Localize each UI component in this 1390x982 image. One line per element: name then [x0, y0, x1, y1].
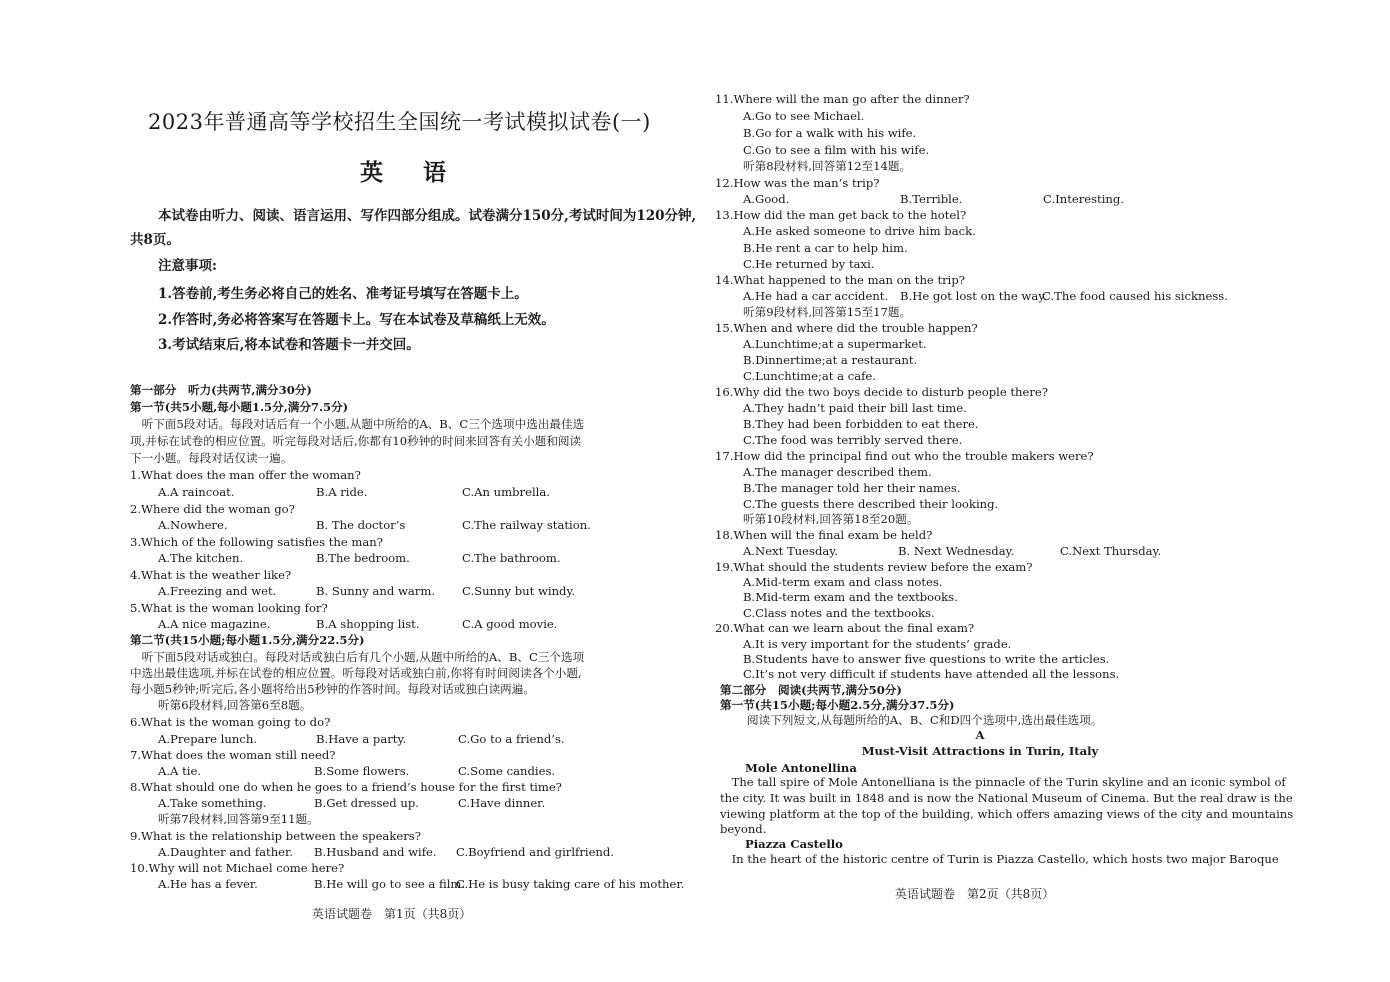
option-b: B.Husband and wife. — [314, 845, 437, 859]
material-note: 听第10段材料,回答第18至20题。 — [743, 512, 919, 526]
option-c: C.The food was terribly served there. — [743, 433, 963, 447]
notice-title: 注意事项: — [158, 258, 217, 274]
question-text: 20.What can we learn about the final exam? — [715, 621, 975, 635]
section1-title: 第一节(共5小题,每小题1.5分,满分7.5分) — [130, 400, 349, 414]
passage-line: beyond. — [720, 822, 767, 836]
question-text: 12.How was the man’s trip? — [715, 176, 880, 190]
option-b: B.Students have to answer five questions to write the articles. — [743, 652, 1110, 666]
notice-item: 1.答卷前,考生务必将自己的姓名、准考证号填写在答题卡上。 — [158, 286, 528, 302]
section2-title: 第二节(共15小题;每小题1.5分,满分22.5分) — [130, 633, 365, 647]
question-text: 18.When will the final exam be held? — [715, 528, 933, 542]
option-b: B.Some flowers. — [314, 764, 410, 778]
option-b: B.Have a party. — [316, 732, 407, 746]
option-a: A.Next Tuesday. — [743, 544, 838, 558]
section2-instruction: 中选出最佳选项,并标在试卷的相应位置。听每段对话或独白前,你将有时间阅读各个小题, — [130, 666, 582, 680]
intro-line-2: 共8页。 — [130, 232, 180, 248]
option-c: C.Go to a friend’s. — [458, 732, 565, 746]
option-b: B. The doctor’s — [316, 518, 406, 532]
section1-instruction: 项,并标在试卷的相应位置。听完每段对话后,你都有10秒钟的时间来回答有关小题和阅读 — [130, 434, 582, 448]
option-b: B.They had been forbidden to eat there. — [743, 417, 979, 431]
question-text: 1.What does the man offer the woman? — [130, 468, 361, 482]
subject-title: 英语 — [360, 159, 486, 186]
option-a: A.A raincoat. — [158, 485, 235, 499]
option-a: A.The manager described them. — [743, 465, 932, 479]
option-a: A.Good. — [743, 192, 790, 206]
option-c: C.Sunny but windy. — [462, 584, 576, 598]
option-b: B. Next Wednesday. — [898, 544, 1015, 558]
question-text: 4.What is the weather like? — [130, 568, 292, 582]
option-c: C.He returned by taxi. — [743, 257, 875, 271]
option-a: A.Prepare lunch. — [158, 732, 257, 746]
passage-title: Must-Visit Attractions in Turin, Italy — [861, 744, 1099, 758]
option-a: A.Lunchtime;at a supermarket. — [743, 337, 927, 351]
passage-line: The tall spire of Mole Antonelliana is the pinnacle of the Turin skyline and an iconic symbol of — [720, 775, 1286, 789]
option-a: A.He asked someone to drive him back. — [743, 224, 976, 238]
passage-line: In the heart of the historic centre of Turin is Piazza Castello, which hosts two major Baroque — [720, 852, 1279, 866]
option-b: B. Sunny and warm. — [316, 584, 436, 598]
option-b: B.Go for a walk with his wife. — [743, 126, 917, 140]
option-b: B.A shopping list. — [316, 617, 420, 631]
material-note: 听第9段材料,回答第15至17题。 — [743, 305, 912, 319]
option-b: B.Terrible. — [900, 192, 963, 206]
option-c: C.The bathroom. — [462, 551, 561, 565]
notice-item: 2.作答时,务必将答案写在答题卡上。写在本试卷及草稿纸上无效。 — [158, 312, 555, 328]
option-a: A.Go to see Michael. — [743, 109, 865, 123]
reading-section-title: 第一节(共15小题;每小题2.5分,满分37.5分) — [720, 698, 955, 712]
section1-instruction: 听下面5段对话。每段对话后有一个小题,从题中所给的A、B、C三个选项中选出最佳选 — [130, 417, 585, 431]
notice-item: 3.考试结束后,将本试卷和答题卡一并交回。 — [158, 337, 420, 353]
option-c: C.Class notes and the textbooks. — [743, 606, 935, 620]
right-page — [695, 0, 1390, 982]
option-c: C.It’s not very difficult if students have attended all the lessons. — [743, 667, 1120, 681]
option-a: A.Nowhere. — [158, 518, 228, 532]
question-text: 10.Why will not Michael come here? — [130, 861, 345, 875]
material-note: 听第7段材料,回答第9至11题。 — [158, 812, 319, 826]
option-c: C.The guests there described their looking. — [743, 497, 999, 511]
option-b: B.The bedroom. — [316, 551, 410, 565]
option-c: C.He is busy taking care of his mother. — [456, 877, 685, 891]
option-b: B.He will go to see a film. — [314, 877, 466, 891]
option-b: B.He rent a car to help him. — [743, 241, 908, 255]
question-text: 3.Which of the following satisfies the man? — [130, 535, 383, 549]
page-footer: 英语试题卷 第2页（共8页） — [895, 887, 1055, 901]
question-text: 6.What is the woman going to do? — [130, 715, 331, 729]
part1-title: 第一部分 听力(共两节,满分30分) — [130, 383, 312, 397]
question-text: 5.What is the woman looking for? — [130, 601, 328, 615]
passage-line: the city. It was built in 1848 and is now the National Museum of Cinema. But the real draw is the — [720, 791, 1293, 805]
option-a: A.He has a fever. — [158, 877, 258, 891]
part2-title: 第二部分 阅读(共两节,满分50分) — [720, 683, 902, 697]
question-text: 14.What happened to the man on the trip? — [715, 273, 966, 287]
option-c: C.Some candies. — [458, 764, 556, 778]
question-text: 11.Where will the man go after the dinner? — [715, 92, 970, 106]
passage-subheading: Piazza Castello — [745, 837, 843, 851]
option-a: A.The kitchen. — [158, 551, 244, 565]
question-text: 7.What does the woman still need? — [130, 748, 336, 762]
intro-line-1: 本试卷由听力、阅读、语言运用、写作四部分组成。试卷满分150分,考试时间为120分钟, — [158, 208, 697, 224]
page-footer: 英语试题卷 第1页（共8页） — [312, 907, 472, 921]
option-c: C.The railway station. — [462, 518, 591, 532]
option-c: C.An umbrella. — [462, 485, 550, 499]
section2-instruction: 每小题5秒钟;听完后,各小题将给出5秒钟的作答时间。每段对话或独白读两遍。 — [130, 682, 535, 696]
passage-letter: A — [975, 728, 985, 742]
passage-line: viewing platform at the top of the building, which offers amazing views of the city and mountains — [720, 807, 1294, 821]
option-a: A.It is very important for the students’ grade. — [743, 637, 1012, 651]
option-c: C.A good movie. — [462, 617, 558, 631]
option-a: A.Take something. — [158, 796, 267, 810]
question-text: 17.How did the principal find out who the trouble makers were? — [715, 449, 1094, 463]
option-c: C.Interesting. — [1043, 192, 1125, 206]
option-c: C.Boyfriend and girlfriend. — [456, 845, 615, 859]
reading-instruction: 阅读下列短文,从每题所给的A、B、C和D四个选项中,选出最佳选项。 — [747, 713, 1103, 727]
option-b: B.He got lost on the way. — [900, 289, 1047, 303]
question-text: 8.What should one do when he goes to a friend’s house for the first time? — [130, 780, 562, 794]
question-text: 15.When and where did the trouble happen? — [715, 321, 978, 335]
question-text: 13.How did the man get back to the hotel? — [715, 208, 967, 222]
option-c: C.The food caused his sickness. — [1042, 289, 1228, 303]
question-text: 16.Why did the two boys decide to disturb people there? — [715, 385, 1048, 399]
option-a: A.A nice magazine. — [158, 617, 271, 631]
option-b: B.The manager told her their names. — [743, 481, 961, 495]
option-a: A.They hadn’t paid their bill last time. — [743, 401, 967, 415]
option-c: C.Go to see a film with his wife. — [743, 143, 930, 157]
exam-title: 2023年普通高等学校招生全国统一考试模拟试卷(一) — [148, 110, 651, 134]
option-b: B.A ride. — [316, 485, 368, 499]
question-text: 9.What is the relationship between the speakers? — [130, 829, 421, 843]
option-c: C.Next Thursday. — [1060, 544, 1162, 558]
option-a: A.Daughter and father. — [158, 845, 293, 859]
option-a: A.Mid-term exam and class notes. — [743, 575, 943, 589]
section2-instruction: 听下面5段对话或独白。每段对话或独白后有几个小题,从题中所给的A、B、C三个选项 — [130, 650, 585, 664]
option-c: C.Have dinner. — [458, 796, 546, 810]
question-text: 19.What should the students review before the exam? — [715, 560, 1033, 574]
option-a: A.Freezing and wet. — [158, 584, 277, 598]
question-text: 2.Where did the woman go? — [130, 502, 295, 516]
option-b: B.Dinnertime;at a restaurant. — [743, 353, 918, 367]
option-c: C.Lunchtime;at a cafe. — [743, 369, 876, 383]
section1-instruction: 下一小题。每段对话仅读一遍。 — [130, 451, 293, 465]
option-b: B.Get dressed up. — [314, 796, 419, 810]
passage-subheading: Mole Antonellina — [745, 761, 857, 775]
option-a: A.A tie. — [158, 764, 202, 778]
material-note: 听第6段材料,回答第6至8题。 — [158, 698, 312, 712]
option-a: A.He had a car accident. — [743, 289, 889, 303]
material-note: 听第8段材料,回答第12至14题。 — [743, 159, 912, 173]
option-b: B.Mid-term exam and the textbooks. — [743, 590, 958, 604]
